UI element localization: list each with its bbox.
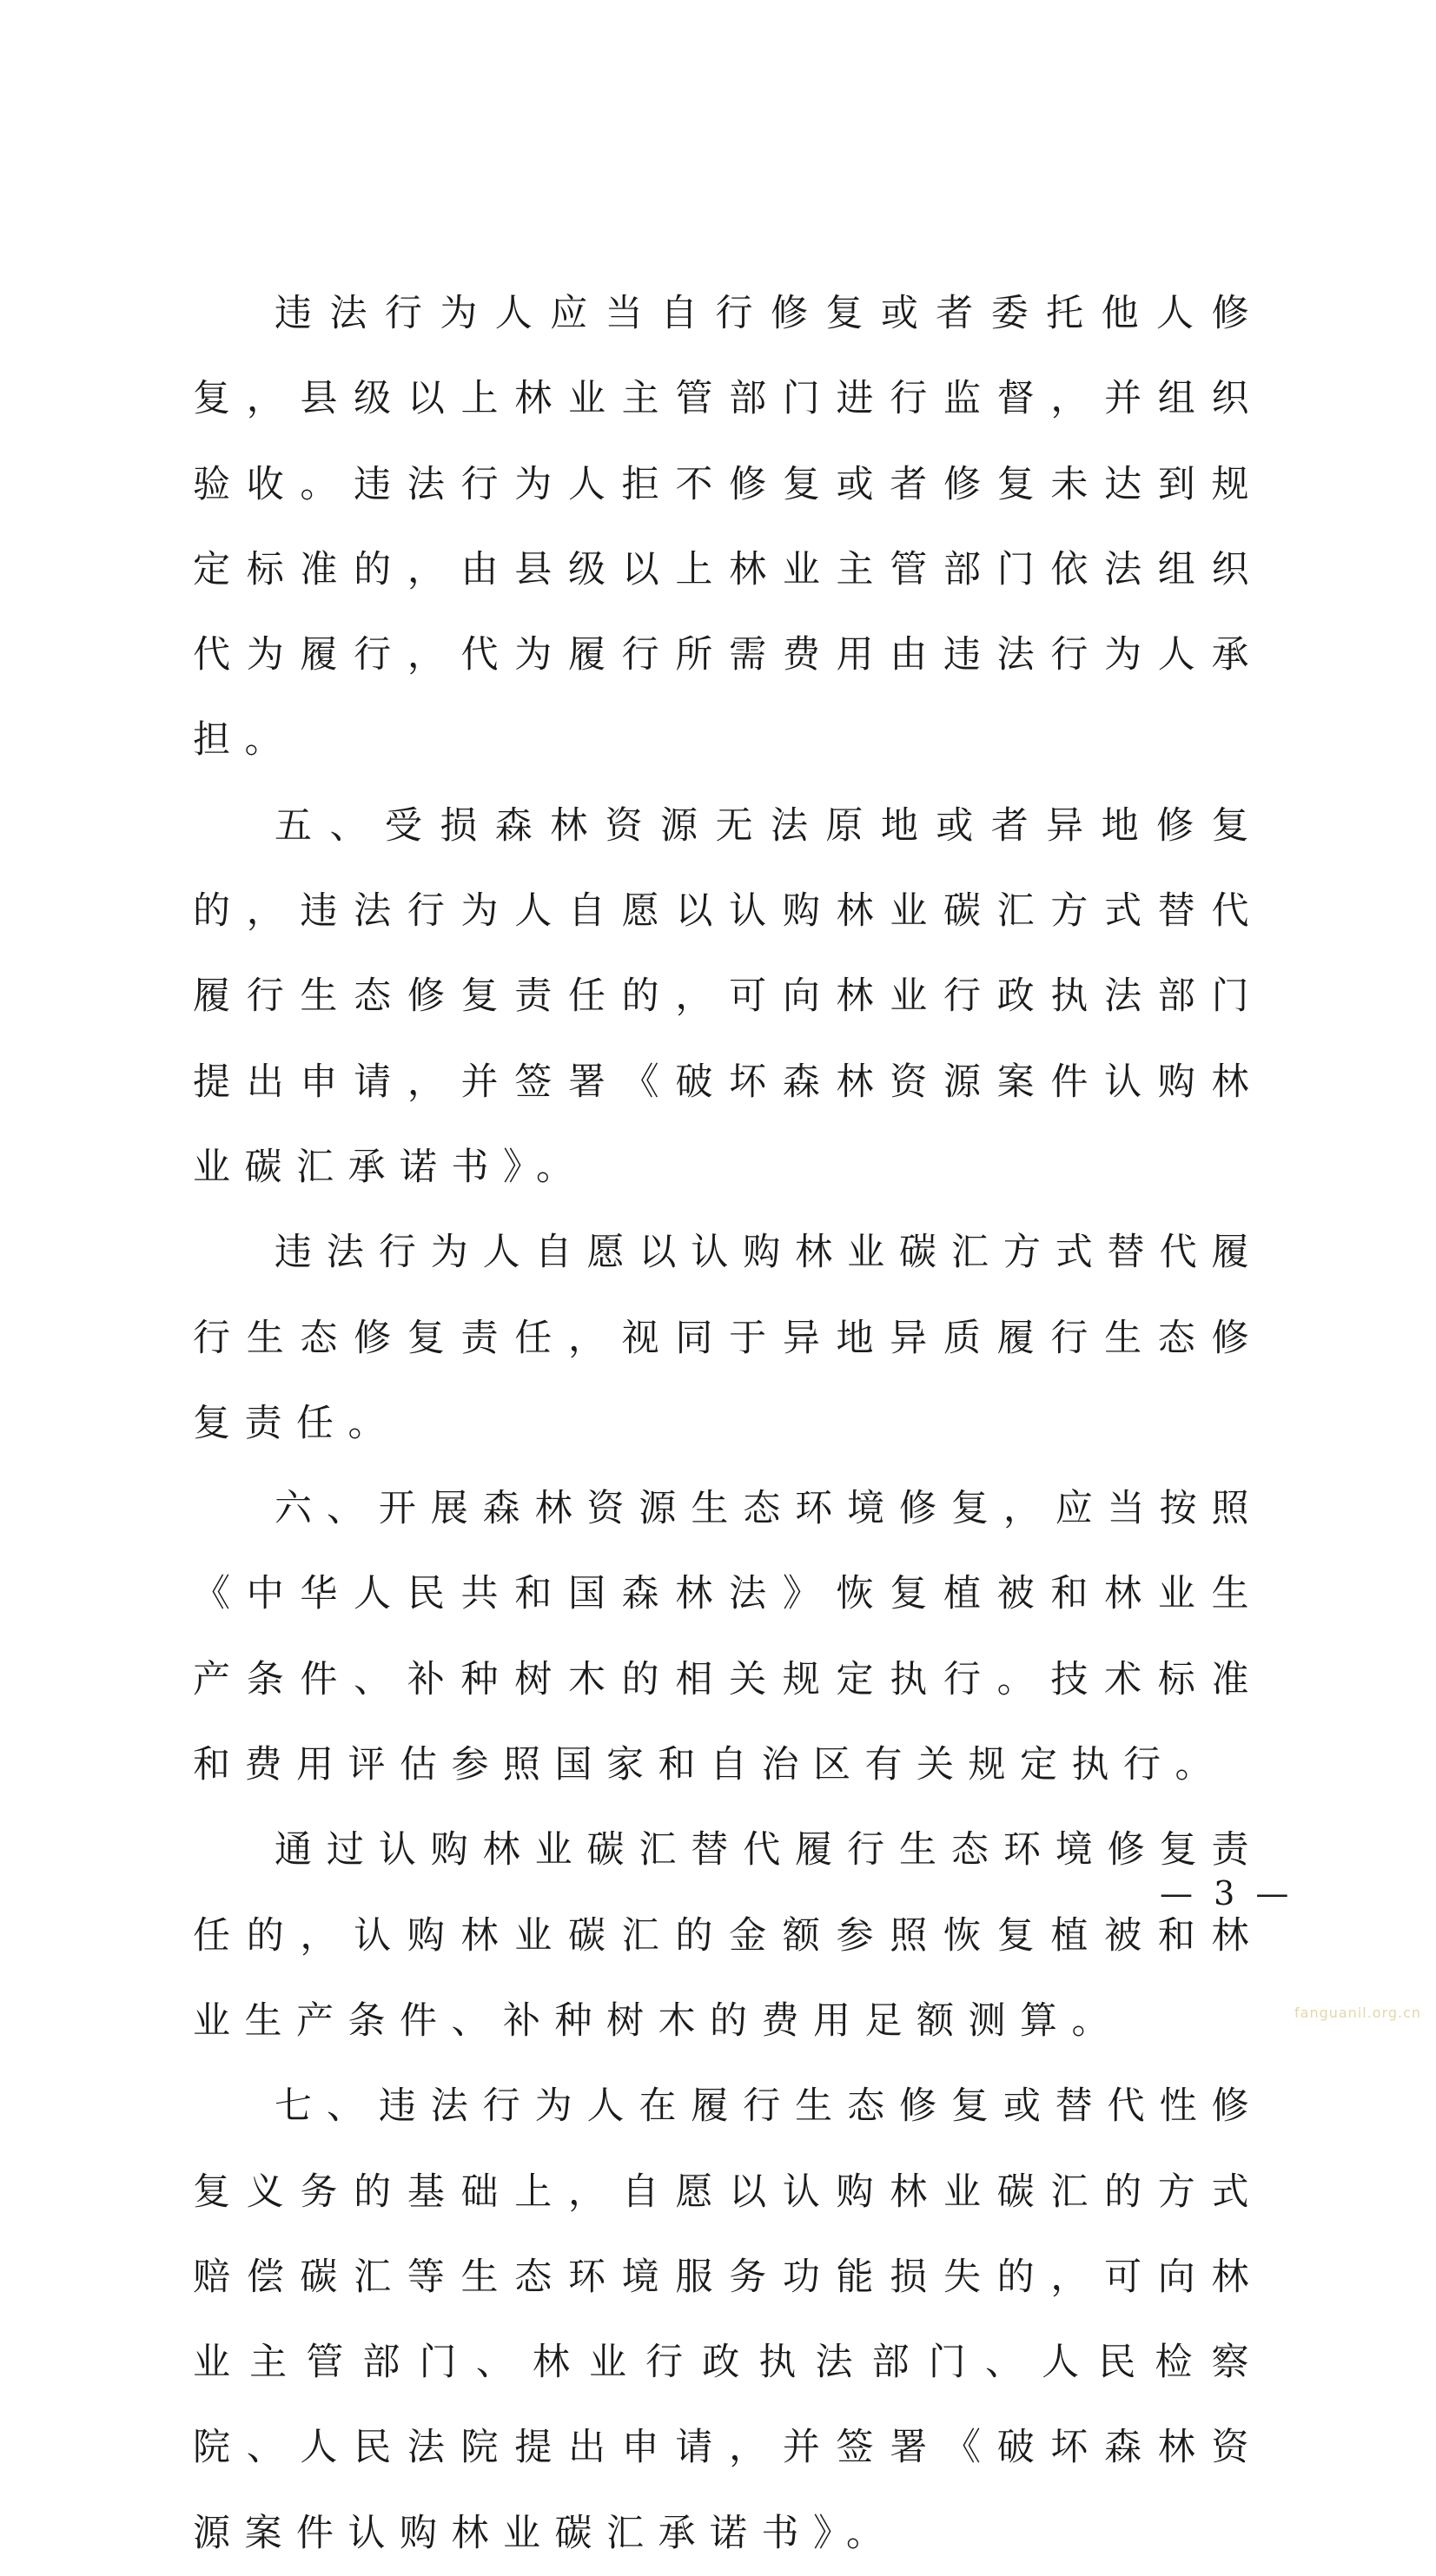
document-body xyxy=(193,271,1263,2576)
paragraph-carbon-amount: 通过认购林业碳汇替代履行生态环境修复责任的，认购林业碳汇的金额参照恢复植被和林业生产条件、补种树木的费用足额测算。 xyxy=(193,1828,1263,2043)
paragraph-section-seven: 七、违法行为人在履行生态修复或替代性修复义务的基础上，自愿以认购林业碳汇的方式赔偿碳汇等生态环境服务功能损失的，可向林业主管部门、林业行政执法部门、人民检察院、人民法院提出申请，并签署《破坏森林资源案件认购林业碳汇承诺书》。 xyxy=(193,2084,1263,2555)
paragraph-equivalent-responsibility: 违法行为人自愿以认购林业碳汇方式替代履行生态修复责任，视同于异地异质履行生态修复责任。 xyxy=(193,1231,1263,1445)
paragraph-section-five: 五、受损森林资源无法原地或者异地修复的，违法行为人自愿以认购林业碳汇方式替代履行生态修复责任的，可向林业行政执法部门提出申请，并签署《破坏森林资源案件认购林业碳汇承诺书》。 xyxy=(193,803,1263,1189)
page-number: — 3 — xyxy=(1160,1874,1294,1912)
paragraph-repair-supervision: 违法行为人应当自行修复或者委托他人修复，县级以上林业主管部门进行监督，并组织验收。违法行为人拒不修复或者修复未达到规定标准的，由县级以上林业主管部门依法组织代为履行，代为履行所需费用由违法行为人承担。 xyxy=(193,292,1263,763)
watermark: fanguanil.org.cn xyxy=(1294,2005,1422,2021)
paragraph-section-six: 六、开展森林资源生态环境修复，应当按照《中华人民共和国森林法》恢复植被和林业生产条件、补种树木的相关规定执行。技术标准和费用评估参照国家和自治区有关规定执行。 xyxy=(193,1487,1263,1787)
